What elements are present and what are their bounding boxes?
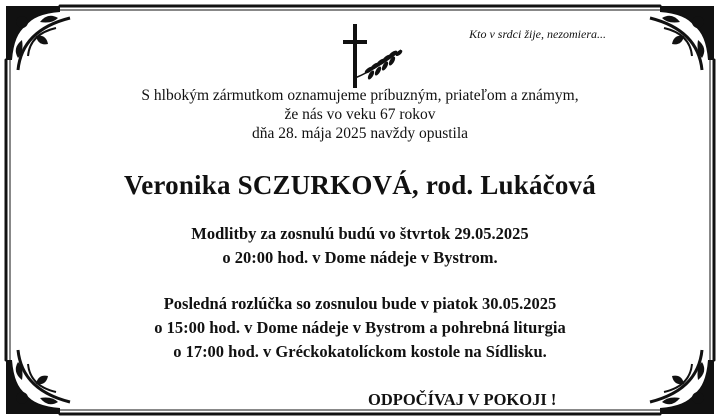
motto-quote: Kto v srdci žije, nezomiera... (469, 27, 606, 41)
farewell-info (0, 292, 720, 364)
farewell-line: Posledná rozlúčka so zosnulou bude v piatok 30.05.2025 (163, 294, 557, 313)
intro-line: S hlbokým zármutkom oznamujeme príbuzným, priateľom a známym, (141, 87, 579, 104)
cross-with-wheat-icon (335, 24, 410, 90)
prayers-info (0, 222, 720, 270)
intro-announcement (0, 86, 720, 143)
intro-line: dňa 28. mája 2025 navždy opustila (251, 125, 469, 142)
intro-line: že nás vo veku 67 rokov (284, 106, 436, 123)
corner-ornament-top-left (6, 6, 70, 70)
farewell-line: o 17:00 hod. v Gréckokatolíckom kostole na Sídlisku. (173, 342, 547, 361)
prayers-line: o 20:00 hod. v Dome nádeje v Bystrom. (222, 248, 498, 267)
prayers-line: Modlitby za zosnulú budú vo štvrtok 29.05.2025 (191, 224, 529, 243)
deceased-name: Veronika SCZURKOVÁ, rod. Lukáčová (124, 170, 596, 200)
closing-rest-in-peace: ODPOČÍVAJ V POKOJI ! (368, 390, 557, 409)
farewell-line: o 15:00 hod. v Dome nádeje v Bystrom a pohrebná liturgia (154, 318, 566, 337)
